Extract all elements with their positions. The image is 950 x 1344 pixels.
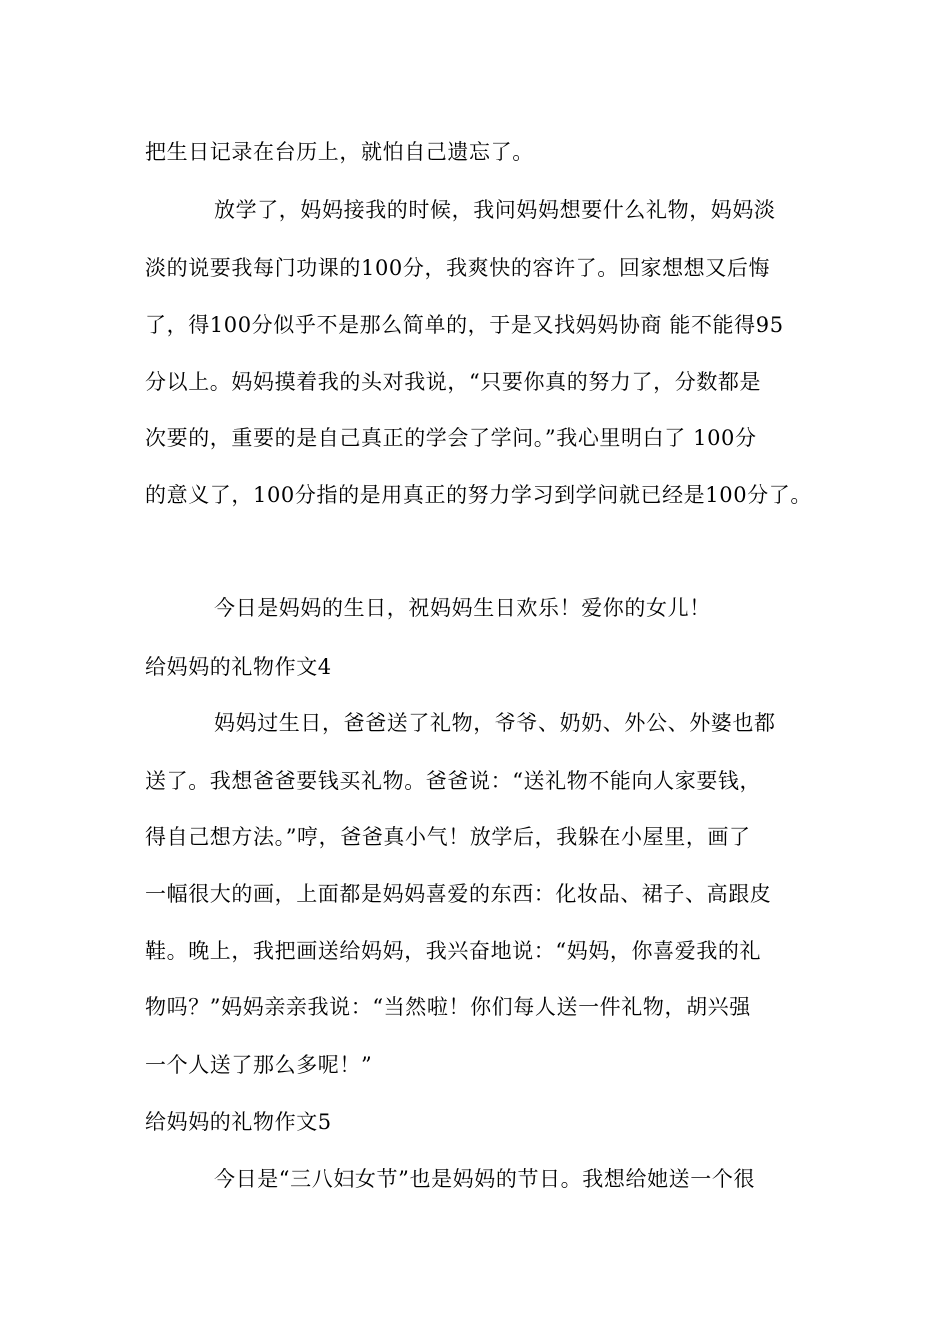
text-line-3: 淡的说要我每门功课的100分，我爽快的容许了。回家想想又后悔: [145, 256, 771, 280]
section-heading-4: 给妈妈的礼物作文4: [145, 655, 332, 679]
text-line-15: 物吗？”妈妈亲亲我说：“当然啦！你们每人送一件礼物，胡兴强: [145, 995, 751, 1019]
text-line-5: 分以上。妈妈摸着我的头对我说，“只要你真的努力了，分数都是: [145, 370, 762, 394]
section-heading-5: 给妈妈的礼物作文5: [145, 1110, 332, 1134]
text-line-7: 的意义了，100分指的是用真正的努力学习到学问就已经是100分了。: [145, 483, 812, 507]
text-line-8: 今日是妈妈的生日，祝妈妈生日欢乐！爱你的女儿！: [214, 596, 711, 620]
text-line-13: 一幅很大的画，上面都是妈妈喜爱的东西：化妆品、裙子、高跟皮: [145, 882, 772, 906]
text-line-1: 把生日记录在台历上，就怕自己遗忘了。: [145, 140, 534, 164]
text-line-18: 今日是“三八妇女节”也是妈妈的节日。我想给她送一个很: [214, 1167, 756, 1191]
text-line-2: 放学了，妈妈接我的时候，我问妈妈想要什么礼物，妈妈淡: [214, 198, 776, 222]
text-line-6: 次要的，重要的是自己真正的学会了学问。”我心里明白了 100分: [145, 426, 757, 450]
text-line-11: 送了。我想爸爸要钱买礼物。爸爸说：“送礼物不能向人家要钱，: [145, 769, 762, 793]
text-line-14: 鞋。晚上，我把画送给妈妈，我兴奋地说：“妈妈，你喜爱我的礼: [145, 939, 762, 963]
text-line-10: 妈妈过生日，爸爸送了礼物，爷爷、奶奶、外公、外婆也都: [214, 711, 776, 735]
text-line-4: 了，得100分似乎不是那么简单的，于是又找妈妈协商 能不能得95: [145, 313, 784, 337]
text-line-12: 得自己想方法。”哼，爸爸真小气！放学后，我躲在小屋里，画了: [145, 825, 751, 849]
text-line-16: 一个人送了那么多呢！”: [145, 1053, 373, 1077]
